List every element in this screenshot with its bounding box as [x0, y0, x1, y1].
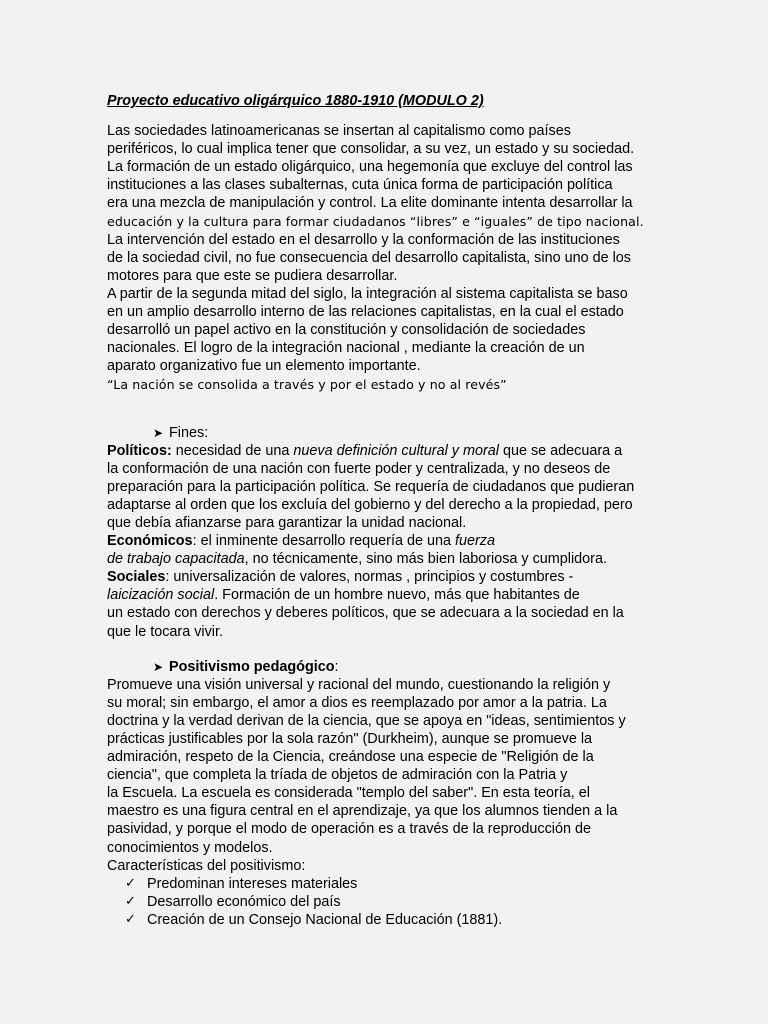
positivismo-heading	[107, 658, 667, 676]
text-line: que le tocara vivir.	[107, 623, 223, 640]
text-line: pasividad, y porque el modo de operación es a través de la reproducción de	[107, 821, 591, 838]
text-line: preparación para la participación política. Se requería de ciudadanos que pudieran	[107, 478, 635, 495]
text-line	[107, 550, 667, 568]
text-span: de trabajo capacitada	[107, 551, 245, 568]
text-span: nueva definición cultural y moral	[293, 442, 499, 459]
list-item-text: Predominan intereses materiales	[147, 875, 358, 892]
text-line	[107, 586, 667, 604]
text-line: motores para que este se pudiera desarrollar.	[107, 267, 398, 284]
text-line	[107, 568, 667, 586]
economicos-label: Económicos	[107, 533, 193, 550]
text-line: un estado con derechos y deberes políticos, que se adecuara a la sociedad en la	[107, 605, 624, 622]
caracteristicas-list	[107, 875, 667, 929]
list-item	[107, 875, 667, 893]
arrow-bullet-icon: ➤	[153, 425, 164, 440]
fines-section	[107, 442, 667, 641]
text-line: desarrolló un papel activo en la constitución y consolidación de sociedades	[107, 322, 586, 339]
text-span: necesidad de una	[171, 442, 294, 459]
check-icon: ✓	[125, 875, 136, 891]
document-title: Proyecto educativo oligárquico 1880-1910 (MODULO 2)	[107, 93, 484, 109]
text-line: A partir de la segunda mitad del siglo, la integración al sistema capitalista se baso	[107, 285, 628, 302]
text-span: fuerza	[454, 533, 495, 550]
check-icon: ✓	[125, 893, 136, 909]
text-line: maestro es una figura central en el aprendizaje, ya que los alumnos tienden a la	[107, 803, 618, 820]
text-span: , no técnicamente, sino más bien laboriosa y cumplidora.	[244, 551, 607, 568]
list-item-text: Creación de un Consejo Nacional de Educación (1881).	[147, 911, 503, 928]
text-line: de la sociedad civil, no fue consecuencia del desarrollo capitalista, sino uno de los	[107, 249, 631, 266]
text-span: Positivismo pedagógico	[169, 658, 335, 675]
text-line: Promueve una visión universal y racional del mundo, cuestionando la religión y	[107, 676, 611, 693]
text-line: admiración, respeto de la Ciencia, creándose una especie de "Religión de la	[107, 749, 594, 766]
document-body	[107, 92, 667, 929]
list-item	[107, 893, 667, 911]
text-line: la conformación de una nación con fuerte poder y centralizada, y no deseos de	[107, 460, 611, 477]
caracteristicas-label: Características del positivismo:	[107, 857, 306, 874]
text-line: La formación de un estado oligárquico, una hegemonía que excluye del control las	[107, 159, 633, 176]
text-span: . Formación de un hombre nuevo, más que habitantes de	[214, 587, 580, 604]
politicos-label: Políticos:	[107, 442, 172, 459]
text-line: La intervención del estado en el desarrollo y la conformación de las instituciones	[107, 231, 620, 248]
check-icon: ✓	[125, 911, 136, 927]
text-line: que debía afianzarse para garantizar la unidad nacional.	[107, 514, 467, 531]
list-item	[107, 911, 667, 929]
text-line: ciencia", que completa la tríada de objetos de admiración con la Patria y	[107, 767, 568, 784]
text-line	[107, 442, 667, 460]
arrow-bullet-icon: ➤	[153, 659, 164, 674]
text-span: :	[334, 658, 339, 675]
intro-paragraph	[107, 122, 667, 394]
text-line: educación y la cultura para formar ciudadanos “libres” e “iguales” de tipo nacional.	[107, 213, 644, 229]
positivismo-section	[107, 676, 667, 929]
text-line: conocimientos y modelos.	[107, 839, 273, 856]
text-line: era una mezcla de manipulación y control. La elite dominante intenta desarrollar la	[107, 195, 633, 212]
positivismo-heading-text	[150, 658, 339, 676]
fines-heading-text: Fines:	[169, 424, 209, 441]
text-line: prácticas justificables por la sola razón" (Durkheim), aunque se promueve la	[107, 731, 593, 747]
text-span: laicización social	[107, 587, 215, 604]
text-span: que se adecuara a	[498, 442, 623, 459]
text-span: : el inminente desarrollo requería de una	[192, 533, 455, 550]
fines-heading	[107, 424, 667, 442]
text-span: : universalización de valores, normas , principios y costumbres -	[165, 569, 574, 586]
text-line: Las sociedades latinoamericanas se insertan al capitalismo como países	[107, 123, 571, 140]
text-line: instituciones a las clases subalternas, cuta única forma de participación política	[107, 177, 613, 194]
list-item-text: Desarrollo económico del país	[147, 893, 341, 910]
text-line: periféricos, lo cual implica tener que consolidar, a su vez, un estado y su sociedad.	[107, 141, 635, 158]
text-line: su moral; sin embargo, el amor a dios es reemplazado por amor a la patria. La	[107, 694, 607, 711]
text-line: adaptarse al orden que los excluía del gobierno y del derecho a la propiedad, pero	[107, 496, 633, 513]
text-line: en un amplio desarrollo interno de las relaciones capitalistas, en la cual el estado	[107, 304, 624, 321]
text-line: la Escuela. La escuela es considerada "templo del saber". En esta teoría, el	[107, 785, 590, 802]
text-line: doctrina y la verdad derivan de la ciencia, que se apoya en "ideas, sentimientos y	[107, 712, 626, 729]
sociales-label: Sociales	[107, 569, 166, 586]
quote-line: “La nación se consolida a través y por el estado y no al revés”	[107, 377, 507, 393]
text-line: nacionales. El logro de la integración nacional , mediante la creación de un	[107, 340, 585, 357]
text-line: aparato organizativo fue un elemento importante.	[107, 358, 421, 375]
text-line	[107, 532, 667, 550]
